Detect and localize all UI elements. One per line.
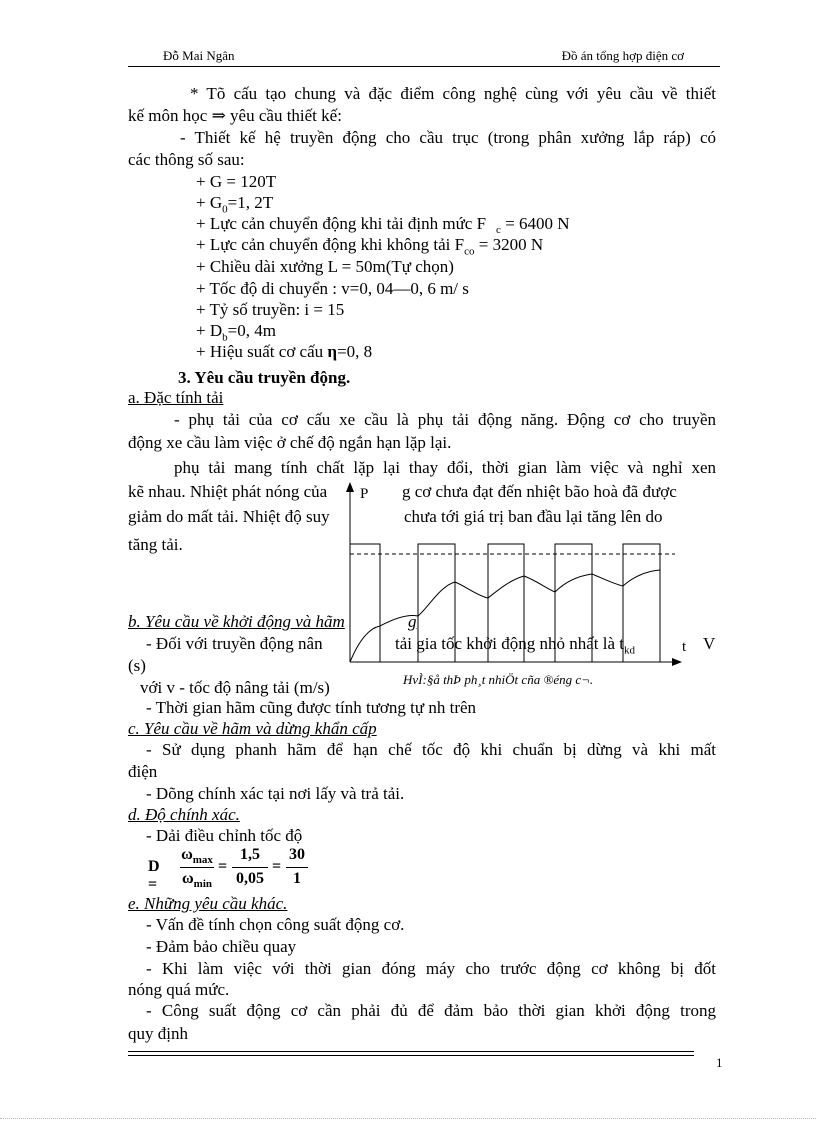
param-g0: + $G_0=1$, 2T: [196, 193, 274, 216]
header-rule: [128, 66, 720, 67]
footer-rule-top: [128, 1051, 694, 1052]
section-c-line-2: điện: [128, 762, 158, 781]
chart-caption: HvÌ:§å thÞ ph¸t nhiÖt cña ®éng c¬.: [403, 672, 594, 687]
intro-line-1: * Tõ cấu tạo chung và đặc điểm công nghệ cùng với yêu cầu về thiết: [190, 84, 716, 103]
header-title: Đồ án tổng hợp điện cơ: [561, 48, 684, 63]
formula-lhs: D =: [148, 858, 160, 893]
chart-y-label: P: [360, 486, 369, 502]
param-fco: + Lực cản chuyển động khi không tải $F_{co} = 3200$ N: [196, 235, 544, 258]
section-b-line-1d: (s): [128, 656, 146, 675]
section-b-title-end: g: [408, 612, 417, 631]
section-a-line-5a: giảm do mất tải. Nhiệt độ suy: [128, 507, 330, 526]
section-b-line-1a: - Đối với truyền động nân: [146, 634, 323, 653]
param-length: + Chiều dài xưởng L = 50m(Tự chọn): [196, 257, 454, 276]
param-speed: + Tốc độ di chuyển : v=0, 04—0, 6 m/ s: [196, 279, 469, 298]
intro-line-3: - Thiết kế hệ truyền động cho cầu trục (trong phân xưởng lắp ráp) có: [180, 128, 716, 147]
intro-line-2: kế môn học ⇒ yêu cầu thiết kế:: [128, 106, 342, 125]
section-a-line-3: phụ tải mang tính chất lặp lại thay đổi, thời gian làm việc và nghỉ xen: [174, 458, 716, 477]
param-efficiency: + Hiệu suất cơ cấu η=0, 8: [196, 342, 373, 361]
intro-line-4: các thông số sau:: [128, 150, 245, 169]
section-e-line-6: quy định: [128, 1024, 188, 1043]
section-e-line-4: nóng quá mức.: [128, 980, 230, 999]
section-b-title: b. Yêu cầu về khởi động và hãm: [128, 612, 345, 631]
section-c-line-1: - Sử dụng phanh hãm để hạn chế tốc độ khi chuẩn bị dừng và khi mất: [146, 740, 716, 759]
section-a-line-6: tăng tải.: [128, 535, 183, 554]
page-break-line: [0, 1118, 816, 1119]
section-a-line-4b: g cơ chưa đạt đến nhiệt bão hoà đã được: [402, 482, 677, 501]
page-number: 1: [716, 1055, 723, 1070]
section-a-title: a. Đặc tính tải: [128, 388, 224, 407]
section-3-title: 3. Yêu cầu truyền động.: [178, 368, 351, 387]
chart-y-arrow: [346, 482, 354, 492]
footer-rule-bottom: [128, 1055, 694, 1056]
section-d-line-1: - Dải điều chỉnh tốc độ: [146, 826, 303, 845]
formula-eq-1: =: [218, 858, 228, 875]
param-fc: + Lực cản chuyển động khi tải định mức F $_c$ = 6400 N: [196, 214, 570, 237]
chart-x-label: t: [682, 639, 687, 655]
section-e-line-3: - Khi làm việc với thời gian đóng máy cho trước động cơ không bị đốt: [146, 959, 716, 978]
section-e-title: e. Những yêu cầu khác.: [128, 894, 288, 913]
section-b-line-1c: V: [703, 634, 716, 653]
section-d-title: d. Độ chính xác.: [128, 805, 240, 824]
section-b-line-3: - Thời gian hãm cũng được tính tương tự nh trên: [146, 698, 477, 717]
section-a-line-4a: kẽ nhau. Nhiệt phát nóng của: [128, 482, 328, 501]
section-a-line-1: - phụ tải của cơ cấu xe cầu là phụ tải động năng. Động cơ cho truyền: [174, 410, 716, 429]
section-e-line-5: - Công suất động cơ cần phải đủ để đảm bảo thời gian khởi động trong: [146, 1001, 716, 1020]
section-c-title: c. Yêu cầu về hãm và dừng khẩn cấp: [128, 719, 377, 738]
formula-eq-2: =: [272, 858, 282, 875]
chart-x-arrow: [672, 658, 682, 666]
section-b-line-2: với v - tốc độ nâng tải (m/s): [140, 678, 330, 697]
section-c-line-3: - Dõng chính xác tại nơi lấy và trả tải.: [146, 784, 405, 803]
section-a-line-2: động xe cầu làm việc ở chế độ ngắn hạn lặp lại.: [128, 433, 452, 452]
param-ratio: + Tỷ số truyền: i = 15: [196, 300, 345, 319]
section-e-line-2: - Đảm bảo chiều quay: [146, 937, 297, 956]
header-author: Đỗ Mai Ngân: [163, 48, 235, 63]
param-g: + G = 120T: [196, 172, 277, 191]
section-e-line-1: - Vấn đề tính chọn công suất động cơ.: [146, 915, 405, 934]
param-db: + $D_b=0$, 4m: [196, 321, 276, 344]
section-a-line-5b: chưa tới giá trị ban đầu lại tăng lên do: [404, 507, 663, 526]
section-b-line-1b: tải gia tốc khởi động nhỏ nhất là $t_{kd}$: [395, 634, 636, 657]
